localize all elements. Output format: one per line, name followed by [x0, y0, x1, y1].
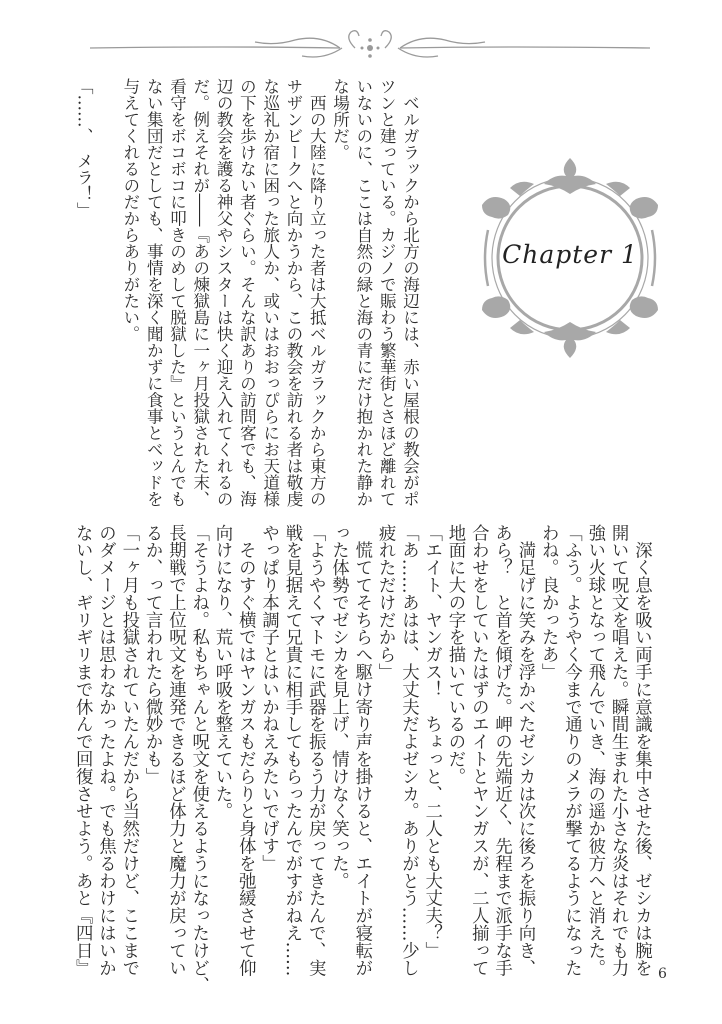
- text-column: 深く息を吸い両手に意識を集中させた後、ゼシカは腕を: [631, 524, 652, 977]
- text-column: 開いて呪文を唱えた。瞬間生まれた小さな炎はそれでも力: [608, 524, 629, 977]
- text-column: な場所だ。: [330, 78, 350, 161]
- text-column: 地面に大の字を描いているのだ。: [445, 524, 465, 785]
- text-column: った体勢でゼシカを見上げ、情けなく笑った。: [328, 524, 349, 890]
- text-column: 長期戦で上位呪文を連発できるほど体力と魔力が戻ってい: [165, 524, 186, 977]
- text-column: 満足げに笑みを浮かべたゼシカは次に後ろを振り向き、: [514, 524, 535, 977]
- text-column: 「……、 メラ！」: [74, 78, 94, 219]
- text-column: 「一ヶ月も投獄されていたんだから当然だけど、ここまで: [118, 524, 139, 977]
- text-column: 「あ……あはは、大丈夫だよゼシカ。ありがとう……少し: [398, 524, 419, 977]
- chapter-title: Chapter 1: [502, 240, 638, 269]
- text-column: のダメージとは思わなかったよね。でも焦るわけにはいか: [95, 524, 116, 977]
- text-column: ないし、ギリギリまで休んで回復させよう。あと『四日』: [72, 524, 93, 977]
- text-column: 強い火球となって飛んでいき、海の遥か彼方へと消えた。: [584, 524, 605, 977]
- text-column: ベルガラックから北方の海辺には、赤い屋根の教会がポ: [400, 78, 420, 507]
- text-column: 合わせをしていたはずのエイトとヤンガスが、二人揃って: [468, 524, 489, 977]
- text-column: 「エイト、ヤンガス！ ちょっと、二人とも大丈夫？」: [421, 524, 442, 959]
- text-column: 「ようやくマトモに武器を振るう力が戻ってきたんで、実: [305, 524, 326, 977]
- text-column: やっぱり本調子とはいかねえみたいでげす」: [258, 524, 279, 872]
- text-column: いないのに、ここは自然の緑と海の青にだけ抱かれた静か: [353, 78, 373, 507]
- text-column: わね。良かったあ」: [538, 524, 559, 681]
- header-ornament-divider: [80, 28, 660, 68]
- text-column: あら？ と首を傾げた。岬の先端近く、先程まで派手な手: [491, 524, 512, 977]
- text-column: 看守をボコボコに叩きのめして脱獄した』というとんでも: [167, 78, 187, 507]
- page-number: 6: [658, 966, 667, 982]
- text-column: 慌ててそちらへ駆け寄り声を掛けると、エイトが寝転が: [351, 524, 372, 977]
- text-column: ツンと建っている。カジノで賑わう繁華街とさほど離れて: [377, 78, 397, 507]
- text-column: そのすぐ横ではヤンガスもだらりと身体を弛緩させて仰: [235, 524, 256, 977]
- text-column: るか、って言われたら微妙かも」: [142, 524, 163, 785]
- text-column: 「ふう。ようやく今まで通りのメラが撃てるようになった: [561, 524, 582, 977]
- text-column: 「そうよね。私もちゃんと呪文を使えるようになったけど、: [188, 524, 209, 994]
- text-column: サザンビークへと向かうから、この教会を訪れる者は敬虔: [284, 78, 303, 507]
- text-column: だ。例えそれが――『あの煉獄島に一ヶ月投獄された末、: [190, 78, 210, 507]
- text-column: 疲れただけだから」: [375, 524, 396, 681]
- text-column: 西の大陸に降り立った者は大抵ベルガラックから東方の: [307, 78, 327, 507]
- text-column: の下を歩けない者ぐらい。そんな訳ありの訪問客でも、海: [237, 78, 257, 507]
- text-column: 与えてくれるのだからありがたい。: [120, 78, 140, 342]
- text-column: ない集団だとしても、事情を深く聞かずに食事とベッドを: [144, 78, 164, 507]
- text-column: な巡礼か宿に困った旅人か、或いはおおっぴらにお天道様: [260, 78, 280, 507]
- text-column: 辺の教会を護る神父やシスターは快く迎え入れてくれるの: [214, 78, 234, 507]
- text-column: 戦を見据えて兄貴に相手してもらったんでがすがねえ……: [281, 524, 302, 977]
- text-column: 向けになり、荒い呼吸を整えていた。: [212, 524, 232, 820]
